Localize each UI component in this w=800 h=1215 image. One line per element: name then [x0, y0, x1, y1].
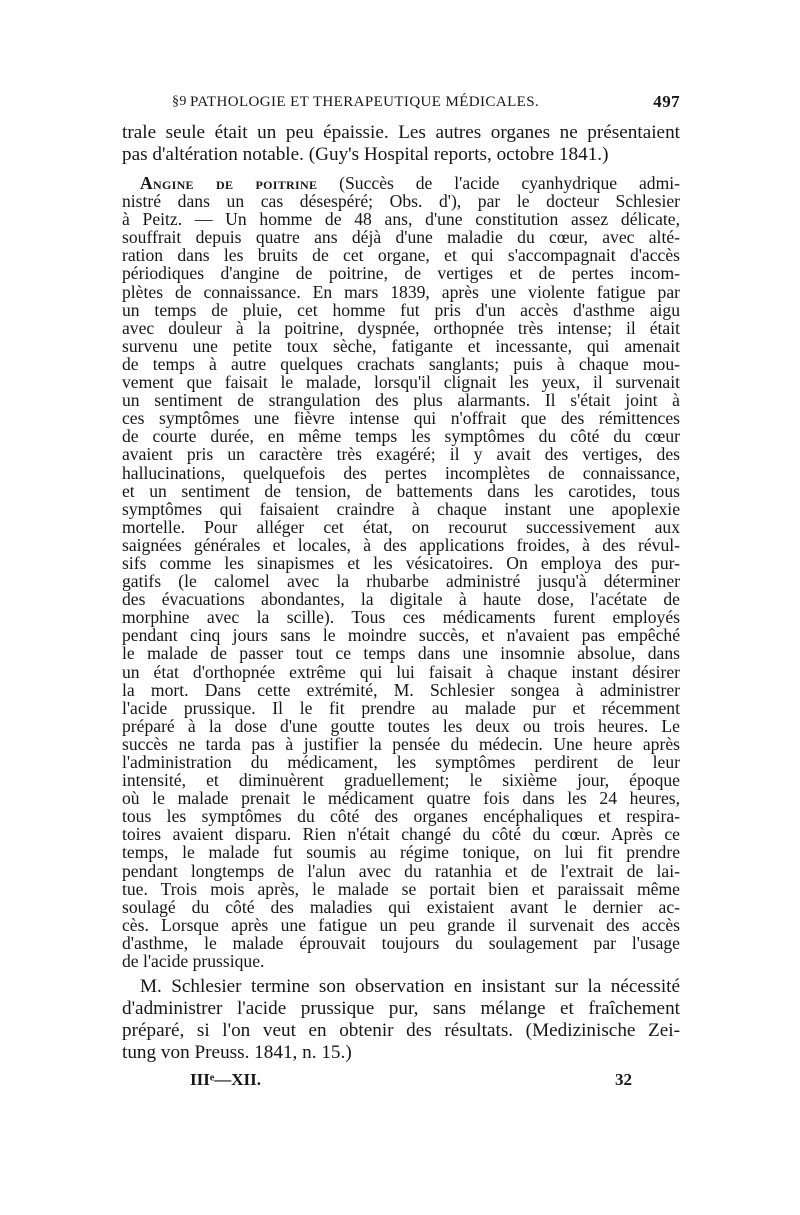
- gathering-number: 32: [615, 1070, 632, 1090]
- paragraph-continuation: [122, 122, 680, 166]
- text-line: de temps à autre quelques crachats sanglants; puis à chaque mou-: [122, 353, 680, 374]
- text-line: ration dans les bruits de cet organe, et qui s'accompagnait d'accès: [122, 245, 680, 266]
- text-line: l'acide prussique. Il le fit prendre au malade pur et récemment: [122, 697, 680, 718]
- text-line: morphine avec la scille). Tous ces médicaments furent employés: [122, 607, 680, 628]
- text-line: à Peitz. — Un homme de 48 ans, d'une constitution assez délicate,: [122, 209, 680, 230]
- text-line: soulagé du côté des maladies qui existaient avant le dernier ac-: [122, 896, 680, 917]
- text-line: pas d'altération notable. (Guy's Hospital reports, octobre 1841.): [122, 144, 609, 165]
- text-line: survenu une petite toux sèche, fatigante et incessante, qui amenait: [122, 335, 680, 356]
- text-line: un état d'orthopnée extrême qui lui faisait à chaque instant désirer: [122, 661, 680, 682]
- text-line: saignées générales et locales, à des applications froides, à des révul-: [122, 534, 680, 555]
- text-line: pendant cinq jours sans le moindre succès, et n'avaient pas empêché: [122, 625, 680, 646]
- text-line: symptômes qui faisaient craindre à chaque instant une apoplexie: [122, 498, 680, 519]
- text-line: vement que faisait le malade, lorsqu'il clignait les yeux, il survenait: [122, 372, 680, 393]
- text-line: M. Schlesier termine son observation en insistant sur la nécessité: [140, 976, 680, 998]
- text-line: souffrait depuis quatre ans déjà d'une maladie du cœur, avec alté-: [122, 227, 680, 248]
- text-line: cès. Lorsque après une fatigue un peu grande il survenait des accès: [122, 914, 680, 935]
- text-line: succès ne tarda pas à justifier la pensée du médecin. Une heure après: [122, 733, 680, 754]
- text-line: la mort. Dans cette extrémité, M. Schlesier songea à administrer: [122, 679, 680, 700]
- running-title: PATHOLOGIE ET THERAPEUTIQUE MÉDICALES.: [190, 94, 540, 110]
- page-footer: [122, 1070, 680, 1094]
- text-line: hallucinations, quelquefois des pertes incomplètes de connaissance,: [122, 462, 680, 483]
- text-line: de l'acide prussique.: [122, 951, 265, 972]
- text-line: périodiques d'angine de poitrine, de vertiges et de pertes incom-: [122, 263, 680, 284]
- text-line: un temps de pluie, cet homme fut pris d'un accès d'asthme aigu: [122, 299, 680, 320]
- text-line: ces symptômes une fièvre intense qui n'offrait que des rémittences: [122, 408, 680, 429]
- book-page: [122, 92, 680, 1094]
- text-line: trale seule était un peu épaissie. Les autres organes ne présentaient: [122, 122, 680, 143]
- text-line: de courte durée, en même temps les symptômes du côté du cœur: [122, 426, 680, 447]
- section-mark: §9: [172, 94, 187, 109]
- text-line: préparé, si l'on veut en obtenir des résultats. (Medizinische Zei-: [122, 1020, 680, 1042]
- text-line: nistré dans un cas désespéré; Obs. d'), par le docteur Schlesier: [122, 191, 680, 212]
- text-line: toires avaient disparu. Rien n'était changé du côté du cœur. Après ce: [122, 824, 680, 845]
- text-line: l'administration du médicament, les symptômes perdirent de leur: [122, 752, 680, 772]
- text-line: tung von Preuss. 1841, n. 15.): [122, 1042, 352, 1064]
- text-line: où le malade prenait le médicament quatre fois dans les 24 heures,: [122, 788, 680, 809]
- text-line: d'administrer l'acide prussique pur, sans mélange et fraîchement: [122, 998, 680, 1020]
- text-line: pendant longtemps de l'alun avec du ratanhia et de l'extrait de lai-: [122, 860, 680, 881]
- text-line: plètes de connaissance. En mars 1839, après une violente fatigue par: [122, 281, 680, 302]
- text-line: temps, le malade fut soumis au régime tonique, on lui fit prendre: [122, 842, 680, 863]
- signature-mark: IIIᵉ—XII.: [190, 1070, 262, 1090]
- text-line: avec douleur à la poitrine, dyspnée, orthopnée très intense; il était: [122, 317, 680, 338]
- text-line: tue. Trois mois après, le malade se portait bien et paraissait même: [122, 878, 680, 899]
- text-line: sifs comme les sinapismes et les vésicatoires. On employa des pur-: [122, 552, 680, 573]
- paragraph-conclusion: [122, 976, 680, 1064]
- text-line: avaient pris un caractère très exagéré; il y avait des vertiges, des: [122, 444, 680, 465]
- text-line: et un sentiment de tension, de battements dans les carotides, tous: [122, 480, 680, 501]
- text-line: d'asthme, le malade éprouvait toujours du soulagement par l'usage: [122, 932, 680, 953]
- running-header: [122, 92, 680, 122]
- text-line: des évacuations abondantes, la digitale à haute dose, l'acétate de: [122, 589, 680, 610]
- text-line: mortelle. Pour alléger cet état, on recourut successivement aux: [122, 516, 680, 537]
- section-heading: Angine de poitrine: [140, 173, 318, 193]
- heading-subtitle: (Succès de l'acide cyanhydrique admi-: [339, 173, 681, 193]
- text-line: intensité, et diminuèrent graduellement; le sixième jour, époque: [122, 770, 680, 791]
- page-number: 497: [653, 92, 680, 111]
- paragraph-angine: [122, 174, 680, 970]
- text-line: gatifs (le calomel avec la rhubarbe administré jusqu'à déterminer: [122, 571, 680, 592]
- text-line: tous les symptômes du côté des organes encéphaliques et respira-: [122, 806, 680, 827]
- text-line: préparé à la dose d'une goutte toutes les deux ou trois heures. Le: [122, 715, 680, 736]
- text-line: le malade de passer tout ce temps dans une insomnie absolue, dans: [122, 643, 680, 664]
- text-line: [122, 174, 680, 192]
- text-line: un sentiment de strangulation des plus alarmants. Il s'était joint à: [122, 390, 680, 411]
